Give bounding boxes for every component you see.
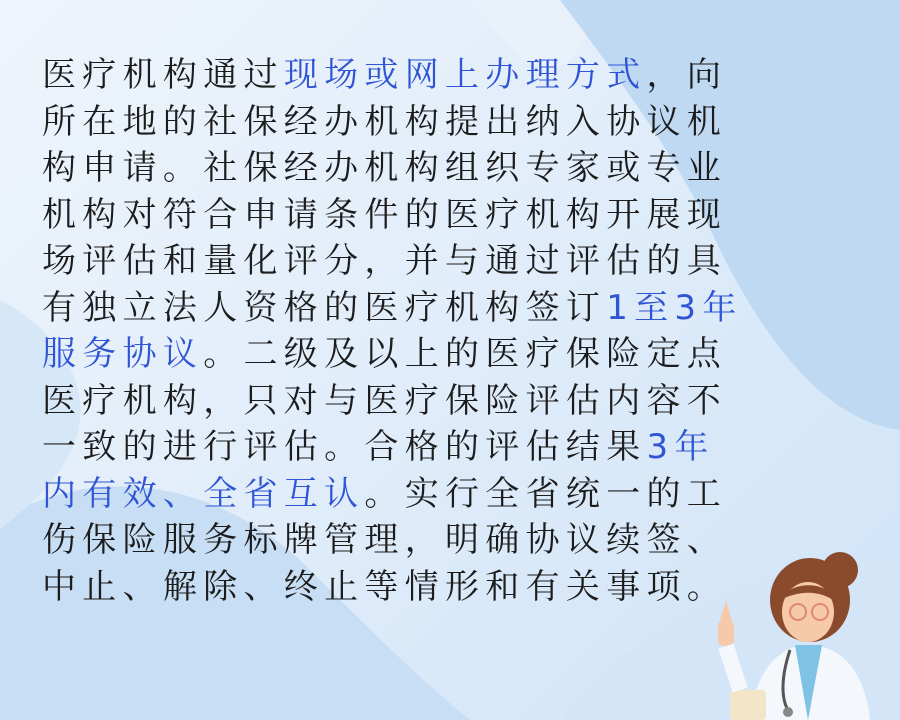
paragraph [42, 52, 802, 610]
body-text: 有独立法人资格的医疗机构签订 [42, 287, 607, 328]
text-line [42, 471, 802, 518]
body-text: 医疗机构通过 [42, 55, 284, 95]
text-line [42, 564, 802, 611]
text-line [42, 238, 802, 285]
text-line [42, 517, 802, 564]
body-text: 一致的进行评估。合格的评估结果 [42, 427, 647, 467]
body-text: 伤保险服务标牌管理，明确协议续签、 [42, 520, 728, 560]
doctor-pointing-icon [700, 540, 900, 720]
highlighted-text: 服务协议 [42, 334, 204, 374]
text-line [42, 145, 802, 192]
highlighted-text: 内有效、全省互认 [42, 473, 365, 514]
body-text: 机构对符合申请条件的医疗机构开展现 [42, 194, 728, 235]
text-line [42, 99, 802, 146]
body-text: 场评估和量化评分，并与通过评估的具 [42, 241, 728, 281]
body-text: 构申请。社保经办机构组织专家或专业 [42, 148, 728, 188]
highlighted-text: 现场或网上办理方式 [283, 55, 647, 95]
body-text: ，向 [646, 55, 728, 95]
highlighted-text: 3年 [646, 427, 715, 467]
text-line [42, 424, 802, 471]
text-line [42, 52, 802, 99]
body-text: 。二级及以上的医疗保险定点 [203, 334, 728, 374]
body-text: 中止、解除、终止等情形和有关事项。 [42, 566, 728, 607]
text-line [42, 378, 802, 425]
text-line [42, 331, 802, 378]
highlighted-text: 1至3年 [606, 287, 743, 328]
body-text: 。实行全省统一的工 [364, 473, 728, 514]
text-line [42, 285, 802, 332]
body-text: 医疗机构，只对与医疗保险评估内容不 [42, 380, 728, 421]
body-text: 所在地的社保经办机构提出纳入协议机 [42, 101, 728, 142]
text-line [42, 192, 802, 239]
